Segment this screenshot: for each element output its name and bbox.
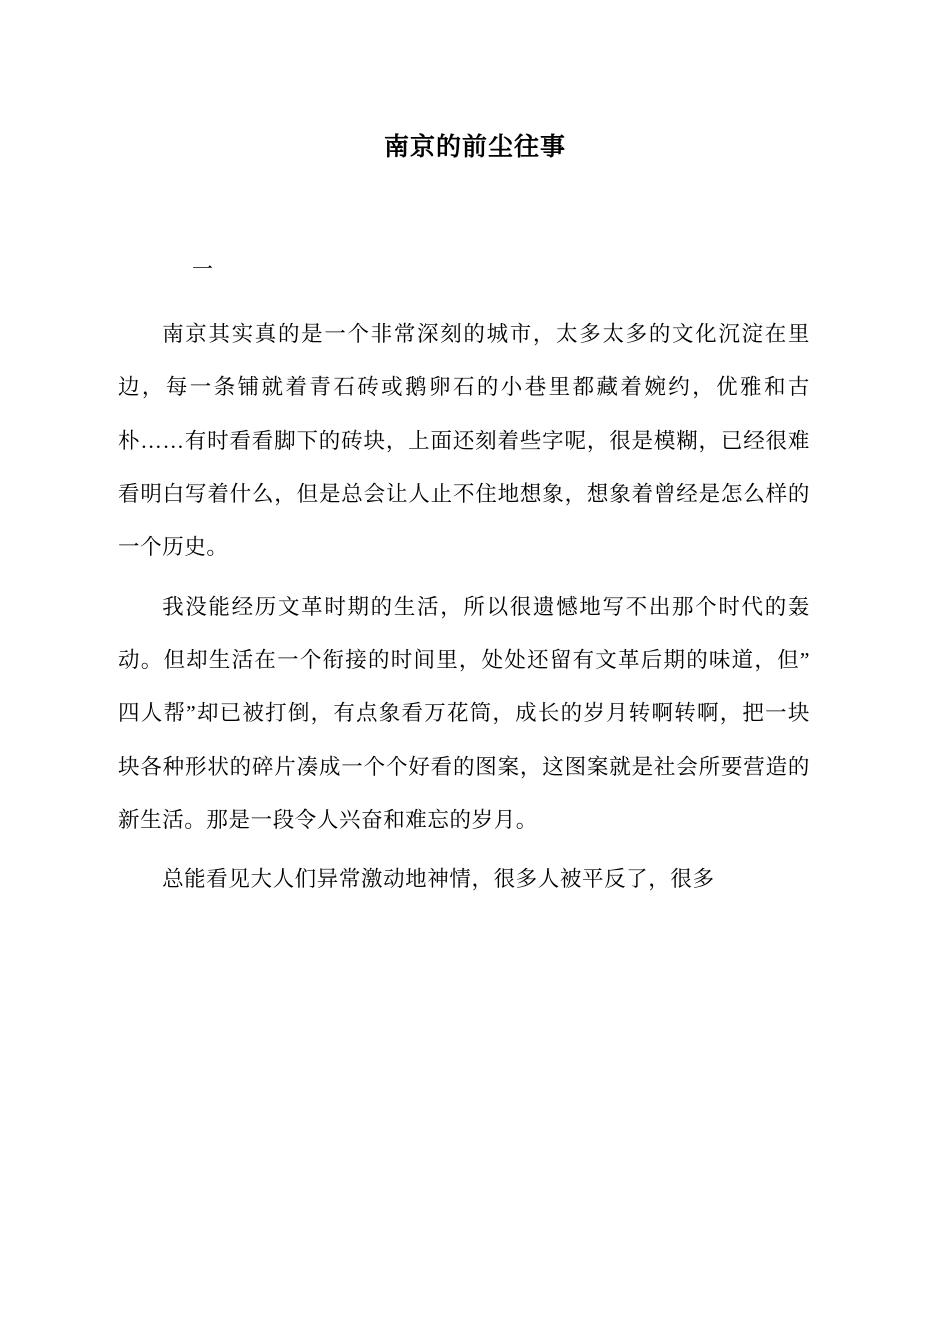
paragraph: 总能看见大人们异常激动地神情，很多人被平反了，很多 bbox=[162, 867, 715, 892]
section-marker: 一 bbox=[192, 257, 214, 281]
page-title: 南京的前尘往事 bbox=[383, 133, 566, 161]
document-body bbox=[0, 248, 950, 906]
paragraph: 南京其实真的是一个非常深刻的城市，太多太多的文化沉淀在里边，每一条铺就着青石砖或鹅卵石的小巷里都藏着婉约，优雅和古朴……有时看看脚下的砖块，上面还刻着些字呢，很是模糊，已经很难看明白写着什么，但是总会让人止不住地想象，想象着曾经是怎么样的一个历史。 bbox=[118, 322, 810, 560]
paragraph: 我没能经历文革时期的生活，所以很遗憾地写不出那个时代的轰动。但却生活在一个衔接的时间里，处处还留有文革后期的味道，但”四人帮”却已被打倒，有点象看万花筒，成长的岁月转啊转啊，把一块块各种形状的碎片凑成一个个好看的图案，这图案就是社会所要营造的新生活。那是一段令人兴奋和难忘的岁月。 bbox=[118, 594, 810, 832]
